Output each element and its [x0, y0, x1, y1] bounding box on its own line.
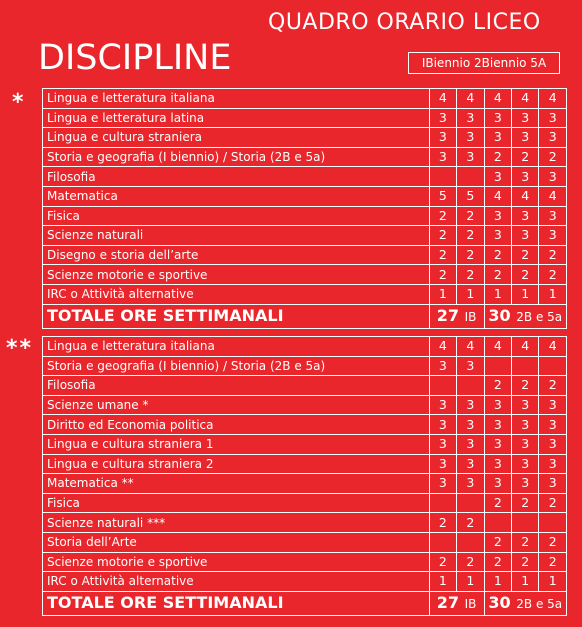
total-first-suffix: IB	[464, 309, 477, 324]
table-row	[43, 167, 567, 187]
subject-cell: Filosofia	[43, 376, 430, 396]
table-row	[43, 206, 567, 226]
hours-cell: 2	[512, 532, 539, 552]
hours-cell	[457, 376, 484, 396]
hours-cell: 2	[539, 376, 567, 396]
hours-cell	[539, 356, 567, 376]
hours-cell: 3	[539, 395, 567, 415]
subject-cell: Storia e geografia (I biennio) / Storia (2B e 5a)	[43, 147, 430, 167]
hours-cell: 3	[429, 395, 456, 415]
total-label: TOTALE ORE SETTIMANALI	[43, 591, 430, 615]
hours-cell: 1	[484, 284, 511, 304]
hours-cell	[484, 513, 511, 533]
hours-cell: 2	[429, 513, 456, 533]
hours-cell: 2	[512, 245, 539, 265]
total-row	[43, 304, 567, 328]
hours-cell	[512, 513, 539, 533]
table-row	[43, 128, 567, 148]
hours-cell	[539, 513, 567, 533]
hours-cell: 1	[539, 572, 567, 592]
hours-cell: 3	[484, 454, 511, 474]
hours-cell: 2	[512, 552, 539, 572]
table-row	[43, 356, 567, 376]
hours-cell: 3	[429, 415, 456, 435]
subject-cell: Disegno e storia dell’arte	[43, 245, 430, 265]
table-row	[43, 415, 567, 435]
section-marker: *	[12, 90, 24, 115]
subject-cell: Matematica **	[43, 474, 430, 494]
hours-cell: 3	[539, 206, 567, 226]
subject-cell: Scienze motorie e sportive	[43, 552, 430, 572]
hours-cell: 2	[484, 245, 511, 265]
table-row	[43, 147, 567, 167]
hours-cell: 2	[429, 552, 456, 572]
hours-cell: 2	[457, 552, 484, 572]
table-row	[43, 493, 567, 513]
subject-cell: Scienze naturali	[43, 226, 430, 246]
schedule-table	[42, 336, 567, 616]
hours-cell: 3	[457, 108, 484, 128]
hours-cell: 3	[457, 474, 484, 494]
hours-cell: 2	[539, 552, 567, 572]
hours-cell: 2	[484, 376, 511, 396]
hours-cell: 2	[484, 147, 511, 167]
hours-cell: 3	[457, 128, 484, 148]
hours-cell: 2	[429, 265, 456, 285]
hours-cell: 4	[512, 186, 539, 206]
table-row	[43, 376, 567, 396]
total-row	[43, 591, 567, 615]
hours-cell: 2	[457, 265, 484, 285]
hours-cell: 2	[457, 206, 484, 226]
hours-cell: 3	[457, 434, 484, 454]
hours-cell: 2	[539, 147, 567, 167]
subject-cell: Lingua e cultura straniera	[43, 128, 430, 148]
hours-cell: 2	[484, 532, 511, 552]
hours-cell: 2	[512, 147, 539, 167]
hours-cell: 4	[539, 337, 567, 357]
hours-cell: 3	[457, 415, 484, 435]
hours-cell: 3	[484, 128, 511, 148]
hours-cell: 2	[457, 245, 484, 265]
hours-cell: 4	[512, 337, 539, 357]
hours-cell: 3	[539, 108, 567, 128]
hours-cell: 2	[484, 265, 511, 285]
subject-cell: Lingua e letteratura latina	[43, 108, 430, 128]
hours-cell	[512, 356, 539, 376]
table-row	[43, 513, 567, 533]
hours-cell: 2	[539, 265, 567, 285]
table-row	[43, 474, 567, 494]
hours-cell: 3	[539, 434, 567, 454]
page-title: QUADRO ORARIO LICEO	[268, 10, 541, 35]
table-row	[43, 265, 567, 285]
hours-cell: 3	[484, 206, 511, 226]
hours-cell: 2	[429, 206, 456, 226]
schedule-table	[42, 88, 567, 329]
table-row	[43, 454, 567, 474]
hours-cell: 3	[457, 147, 484, 167]
subject-cell: Scienze umane *	[43, 395, 430, 415]
hours-cell: 3	[484, 434, 511, 454]
table-row	[43, 572, 567, 592]
table-row	[43, 108, 567, 128]
table-row	[43, 532, 567, 552]
hours-cell: 2	[457, 226, 484, 246]
total-label: TOTALE ORE SETTIMANALI	[43, 304, 430, 328]
hours-cell: 3	[457, 356, 484, 376]
table-row	[43, 434, 567, 454]
hours-cell: 3	[539, 454, 567, 474]
hours-cell: 1	[457, 284, 484, 304]
subject-cell: Fisica	[43, 493, 430, 513]
subject-cell: Lingua e letteratura italiana	[43, 337, 430, 357]
hours-cell: 3	[512, 474, 539, 494]
hours-cell: 3	[512, 226, 539, 246]
hours-cell: 3	[429, 474, 456, 494]
total-second-value: 30	[488, 592, 511, 612]
hours-cell: 3	[429, 454, 456, 474]
subject-cell: Diritto ed Economia politica	[43, 415, 430, 435]
hours-cell: 4	[429, 337, 456, 357]
table-row	[43, 337, 567, 357]
subject-cell: Filosofia	[43, 167, 430, 187]
hours-cell: 3	[512, 128, 539, 148]
hours-cell: 3	[484, 167, 511, 187]
hours-cell: 2	[512, 265, 539, 285]
hours-cell: 4	[457, 337, 484, 357]
total-second-suffix: 2B e 5a	[516, 596, 563, 611]
hours-cell: 2	[429, 226, 456, 246]
subject-cell: Scienze motorie e sportive	[43, 265, 430, 285]
hours-cell: 3	[484, 226, 511, 246]
hours-cell: 2	[484, 552, 511, 572]
years-legend: IBiennio 2Biennio 5A	[408, 52, 560, 74]
total-second-suffix: 2B e 5a	[516, 309, 563, 324]
hours-cell: 4	[457, 89, 484, 109]
table-row	[43, 245, 567, 265]
subject-cell: Matematica	[43, 186, 430, 206]
hours-cell: 4	[539, 89, 567, 109]
hours-cell: 2	[457, 513, 484, 533]
subject-cell: IRC o Attività alternative	[43, 572, 430, 592]
hours-cell: 3	[429, 147, 456, 167]
total-first-biennium	[429, 591, 484, 615]
hours-cell: 3	[484, 474, 511, 494]
hours-cell: 3	[512, 454, 539, 474]
hours-cell: 3	[512, 206, 539, 226]
subject-cell: Storia dell’Arte	[43, 532, 430, 552]
hours-cell	[429, 532, 456, 552]
hours-cell: 3	[512, 167, 539, 187]
hours-cell: 2	[429, 245, 456, 265]
hours-cell: 3	[539, 128, 567, 148]
hours-cell: 1	[539, 284, 567, 304]
subject-cell: Lingua e cultura straniera 2	[43, 454, 430, 474]
total-second-biennium	[484, 591, 566, 615]
hours-cell: 3	[539, 474, 567, 494]
table-row	[43, 89, 567, 109]
total-second-value: 30	[488, 305, 511, 325]
hours-cell: 3	[484, 108, 511, 128]
hours-cell	[457, 532, 484, 552]
hours-cell	[429, 376, 456, 396]
table-row	[43, 395, 567, 415]
hours-cell: 4	[484, 337, 511, 357]
hours-cell	[457, 493, 484, 513]
hours-cell	[457, 167, 484, 187]
hours-cell: 3	[429, 108, 456, 128]
hours-cell: 2	[539, 493, 567, 513]
hours-cell: 2	[512, 493, 539, 513]
hours-cell: 2	[539, 245, 567, 265]
hours-cell: 2	[539, 532, 567, 552]
section-marker: **	[6, 336, 34, 361]
hours-cell: 1	[457, 572, 484, 592]
hours-cell: 4	[429, 89, 456, 109]
table-row	[43, 186, 567, 206]
hours-cell: 3	[512, 108, 539, 128]
subject-cell: Lingua e letteratura italiana	[43, 89, 430, 109]
subject-cell: Lingua e cultura straniera 1	[43, 434, 430, 454]
disciplines-heading: DISCIPLINE	[38, 38, 232, 78]
hours-cell: 4	[484, 89, 511, 109]
total-second-biennium	[484, 304, 566, 328]
hours-cell: 1	[429, 284, 456, 304]
hours-cell: 1	[512, 572, 539, 592]
hours-cell	[429, 493, 456, 513]
hours-cell: 3	[484, 415, 511, 435]
table-row	[43, 552, 567, 572]
hours-cell	[429, 167, 456, 187]
hours-cell: 5	[429, 186, 456, 206]
subject-cell: Fisica	[43, 206, 430, 226]
table-row	[43, 284, 567, 304]
hours-cell: 3	[457, 395, 484, 415]
subject-cell: Scienze naturali ***	[43, 513, 430, 533]
hours-cell: 3	[429, 356, 456, 376]
hours-cell: 2	[484, 493, 511, 513]
hours-cell: 1	[512, 284, 539, 304]
hours-cell: 3	[512, 434, 539, 454]
hours-cell: 1	[429, 572, 456, 592]
table-row	[43, 226, 567, 246]
hours-cell: 3	[512, 415, 539, 435]
hours-cell: 3	[539, 226, 567, 246]
hours-cell: 1	[484, 572, 511, 592]
total-first-value: 27	[436, 592, 460, 612]
subject-cell: IRC o Attività alternative	[43, 284, 430, 304]
total-first-suffix: IB	[464, 596, 477, 611]
subject-cell: Storia e geografia (I biennio) / Storia (2B e 5a)	[43, 356, 430, 376]
total-first-biennium	[429, 304, 484, 328]
hours-cell: 5	[457, 186, 484, 206]
hours-cell: 4	[539, 186, 567, 206]
hours-cell: 3	[539, 167, 567, 187]
hours-cell: 3	[457, 454, 484, 474]
hours-cell: 4	[484, 186, 511, 206]
hours-cell: 3	[429, 434, 456, 454]
hours-cell: 3	[484, 395, 511, 415]
hours-cell: 3	[539, 415, 567, 435]
hours-cell: 3	[512, 395, 539, 415]
hours-cell: 4	[512, 89, 539, 109]
hours-cell: 3	[429, 128, 456, 148]
hours-cell: 2	[512, 376, 539, 396]
hours-cell	[484, 356, 511, 376]
total-first-value: 27	[436, 305, 460, 325]
